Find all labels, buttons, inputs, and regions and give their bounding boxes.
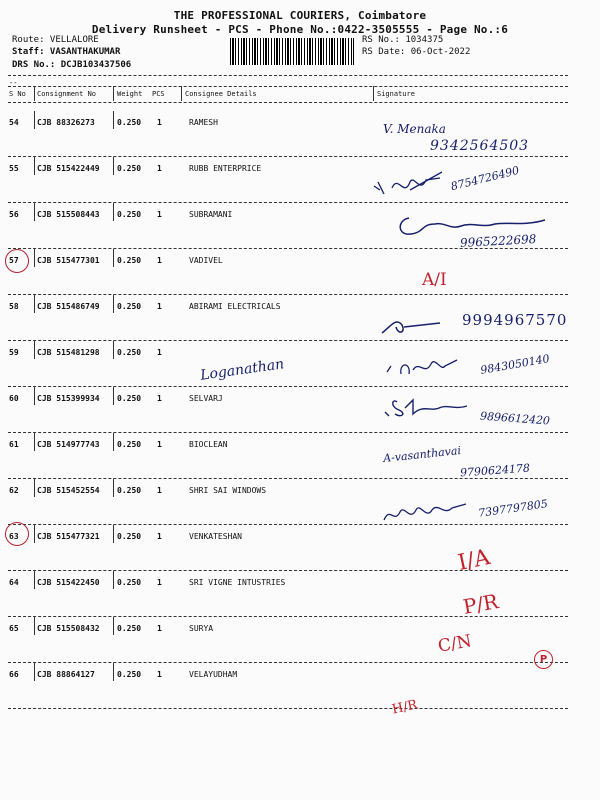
row-separator [113,249,114,267]
rule-mark: -- [9,79,18,87]
row-sno: 56 [9,210,19,219]
status-mark-57: A/I [422,270,447,290]
signature-62-phone: 7397797805 [477,497,549,520]
row-weight: 0.250 [117,164,142,173]
row-sno: 66 [9,670,19,679]
row-consignee: SELVARJ [189,394,223,403]
row-sno: 58 [9,302,19,311]
row-consignment: CJB 515508443 [37,210,100,219]
row-sno: 63 [9,532,19,541]
signature-56-phone: 9965222698 [459,232,537,250]
row-consignee: VADIVEL [189,256,223,265]
row-pcs: 1 [157,578,162,587]
col-header-consignee: Consignee Details [185,90,257,98]
row-consignee: VENKATESHAN [189,532,242,541]
status-mark-63: I/A [455,544,493,577]
row-consignee: RUBB ENTERPRICE [189,164,262,173]
row-separator [113,157,114,175]
row-separator [113,617,114,635]
row-weight: 0.250 [117,118,142,127]
row-separator [113,341,114,359]
row-consignee: ABIRAMI ELECTRICALS [189,302,281,311]
rs-no-label: RS No.: 1034375 [362,35,444,45]
row-pcs: 1 [157,302,162,311]
row-consignment: CJB 515422450 [37,578,100,587]
row-pcs: 1 [157,670,162,679]
signature-55-phone: 8754726490 [449,163,521,194]
row-consignment: CJB 515481298 [37,348,100,357]
signature-61-name: A-vasanthavai [382,443,462,466]
row-sno: 54 [9,118,19,127]
row-divider [8,662,568,663]
row-weight: 0.250 [117,394,142,403]
row-pcs: 1 [157,486,162,495]
signature-60-scribble [383,394,473,420]
row-sno: 65 [9,624,19,633]
row-divider [8,202,568,203]
row-separator [113,387,114,405]
col-header-sno: S No [9,90,26,98]
signature-61-phone: 9790624178 [459,461,531,480]
row-divider [8,294,568,295]
row-weight: 0.250 [117,256,142,265]
route-label: Route: VELLALORE [12,35,99,45]
row-consignment: CJB 88326273 [37,118,95,127]
handwritten-name-59: Loganathan [199,356,286,384]
signature-59-scribble [383,352,463,380]
col-header-signature: Signature [377,90,415,98]
row-weight: 0.250 [117,624,142,633]
row-consignment: CJB 515486749 [37,302,100,311]
col-sep [373,86,374,101]
col-header-consignment: Consignment No [37,90,97,98]
row-pcs: 1 [157,118,162,127]
status-mark-65-circle: P [534,650,553,669]
row-pcs: 1 [157,532,162,541]
row-consignment: CJB 515452554 [37,486,100,495]
row-pcs: 1 [157,348,162,357]
row-separator [113,571,114,589]
row-pcs: 1 [157,256,162,265]
row-sno: 60 [9,394,19,403]
row-consignee: SHRI SAI WINDOWS [189,486,267,495]
row-consignee: RAMESH [189,118,218,127]
staff-label: Staff: VASANTHAKUMAR [12,47,121,57]
col-sep [181,86,182,101]
col-sep [113,86,114,101]
row-sno: 64 [9,578,19,587]
row-consignee: SURYA [189,624,214,633]
row-weight: 0.250 [117,486,142,495]
status-mark-66: H/R [390,697,419,718]
signature-58-phone: 9994967570 [462,311,568,329]
row-separator [34,203,35,221]
col-header-weight: Weight [117,90,143,98]
row-weight: 0.250 [117,348,142,357]
row-separator [113,433,114,451]
row-divider [8,524,568,525]
status-mark-65: C/N [436,631,474,657]
row-weight: 0.250 [117,302,142,311]
row-sno: 61 [9,440,19,449]
signature-59-phone: 9843050140 [479,352,551,377]
row-consignment: CJB 515477301 [37,256,100,265]
signature-54-name: V. Menaka [383,122,446,136]
signature-54-phone: 9342564503 [430,138,530,154]
row-separator [34,111,35,129]
status-mark-64: P/R [461,589,501,619]
row-pcs: 1 [157,210,162,219]
row-divider [8,478,568,479]
table-top-rule [8,86,568,87]
row-divider [8,156,568,157]
header-rule [8,75,568,76]
row-consignee: VELAYUDHAM [189,670,238,679]
row-sno: 55 [9,164,19,173]
row-separator [34,617,35,635]
signature-62-scribble [380,498,470,528]
row-separator [34,249,35,267]
row-consignment: CJB 514977743 [37,440,100,449]
row-pcs: 1 [157,164,162,173]
row-separator [34,157,35,175]
row-separator [34,663,35,681]
row-separator [34,571,35,589]
row-pcs: 1 [157,624,162,633]
runsheet-subtitle: Delivery Runsheet - PCS - Phone No.:0422-3505555 - Page No.:6 [91,23,509,36]
row-divider [8,432,568,433]
row-separator [113,295,114,313]
row-separator [113,663,114,681]
row-weight: 0.250 [117,440,142,449]
red-circle-mark [5,522,29,546]
row-consignment: CJB 515422449 [37,164,100,173]
row-divider [8,340,568,341]
col-sep [34,86,35,101]
row-separator [34,525,35,543]
row-divider [8,386,568,387]
row-consignment: CJB 515477321 [37,532,100,541]
row-separator [113,479,114,497]
rs-date-label: RS Date: 06-Oct-2022 [362,47,471,57]
row-divider [8,616,568,617]
signature-58-scribble [378,313,448,337]
row-consignee: SUBRAMANI [189,210,233,219]
row-pcs: 1 [157,440,162,449]
row-separator [113,203,114,221]
signature-55-scribble [370,168,450,200]
row-weight: 0.250 [117,210,142,219]
row-sno: 62 [9,486,19,495]
col-header-pcs: PCS [152,90,165,98]
row-sno: 59 [9,348,19,357]
row-separator [34,479,35,497]
row-separator [113,525,114,543]
row-separator [34,387,35,405]
row-sno: 57 [9,256,19,265]
company-title: THE PROFESSIONAL COURIERS, Coimbatore [173,9,427,22]
barcode [230,38,354,65]
row-consignee: BIOCLEAN [189,440,228,449]
row-separator [34,433,35,451]
red-circle-mark [5,249,29,273]
row-separator [34,341,35,359]
row-consignment: CJB 88864127 [37,670,95,679]
row-consignment: CJB 515508432 [37,624,100,633]
row-weight: 0.250 [117,670,142,679]
row-weight: 0.250 [117,532,142,541]
row-pcs: 1 [157,394,162,403]
row-consignee: SRI VIGNE INTUSTRIES [189,578,286,587]
row-separator [34,295,35,313]
row-separator [113,111,114,129]
table-header-rule [8,102,568,103]
signature-60-phone: 9896612420 [479,409,551,428]
row-divider [8,708,568,709]
drs-label: DRS No.: DCJB103437506 [12,60,132,70]
row-weight: 0.250 [117,578,142,587]
row-consignment: CJB 515399934 [37,394,100,403]
